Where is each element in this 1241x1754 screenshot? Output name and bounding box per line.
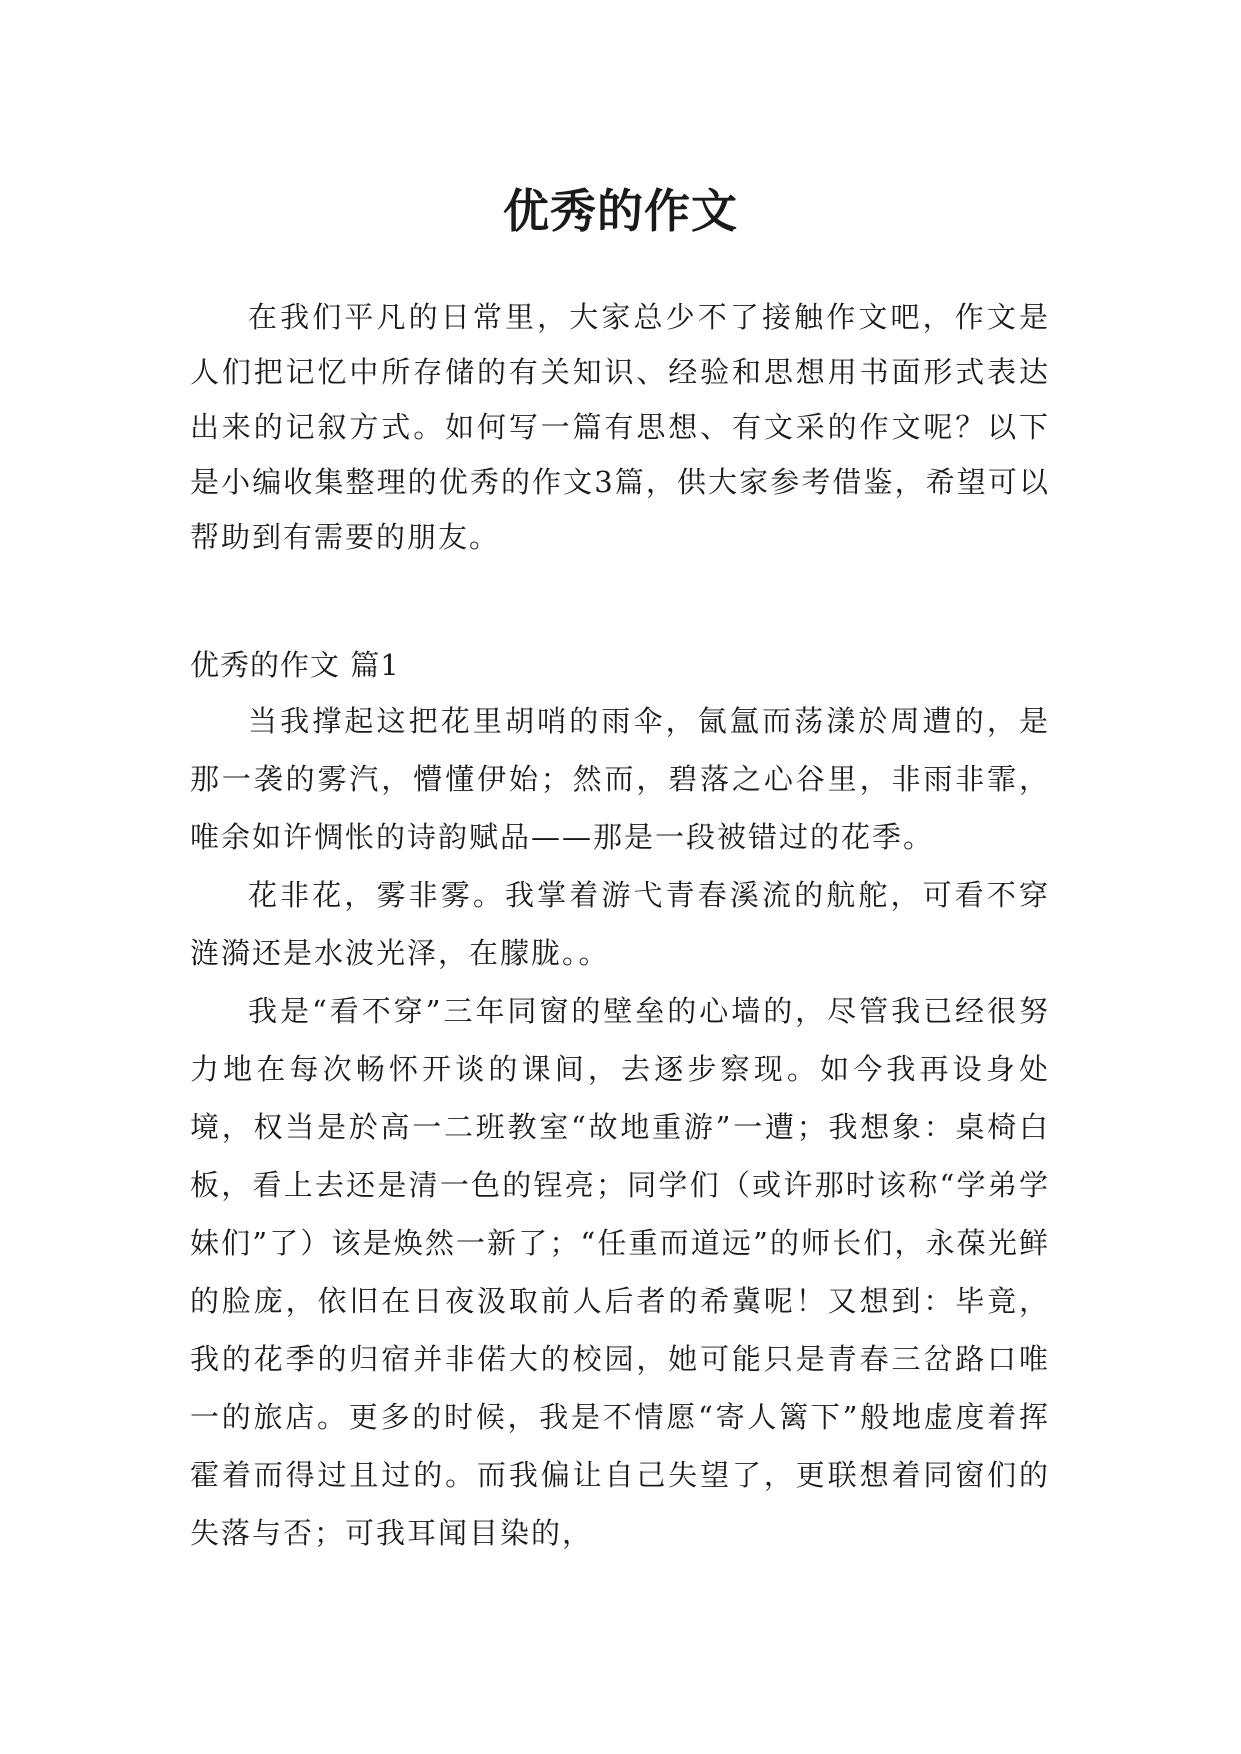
document-title: 优秀的作文 xyxy=(503,183,738,238)
essay-paragraph: 花非花，雾非雾。我掌着游弋青春溪流的航舵，可看不穿涟漪还是水波光泽，在朦胧。。 xyxy=(190,878,1050,970)
intro-block xyxy=(190,290,1050,565)
essay-section xyxy=(190,638,1050,1562)
essay-paragraph: 当我撑起这把花里胡哨的雨伞，氤氲而荡漾於周遭的，是那一袭的雾汽，懵懂伊始；然而，碧落之心谷里，非雨非霏，唯余如许惆怅的诗韵赋品——那是一段被错过的花季。 xyxy=(190,704,1050,854)
section-heading: 优秀的作文 篇1 xyxy=(190,648,400,682)
essay-paragraph: 我是“看不穿”三年同窗的壁垒的心墙的，尽管我已经很努力地在每次畅怀开谈的课间，去逐步察现。如今我再设身处境，权当是於高一二班教室“故地重游”一遭；我想象：桌椅白板，看上去还是清一色的锃亮；同学们（或许那时该称“学弟学妹们”了）该是焕然一新了；“任重而道远”的师长们，永葆光鲜的脸庞，依旧在日夜汲取前人后者的希冀呢！又想到：毕竟，我的花季的归宿并非偌大的校园，她可能只是青春三岔路口唯一的旅店。更多的时候，我是不情愿“寄人篱下”般地虚度着挥霍着而得过且过的。而我偏让自己失望了，更联想着同窗们的失落与否；可我耳闻目染的， xyxy=(190,994,1050,1550)
intro-paragraph: 在我们平凡的日常里，大家总少不了接触作文吧，作文是人们把记忆中所存储的有关知识、经验和思想用书面形式表达出来的记叙方式。如何写一篇有思想、有文采的作文呢？以下是小编收集整理的优秀的作文3篇，供大家参考借鉴，希望可以帮助到有需要的朋友。 xyxy=(190,300,1050,554)
